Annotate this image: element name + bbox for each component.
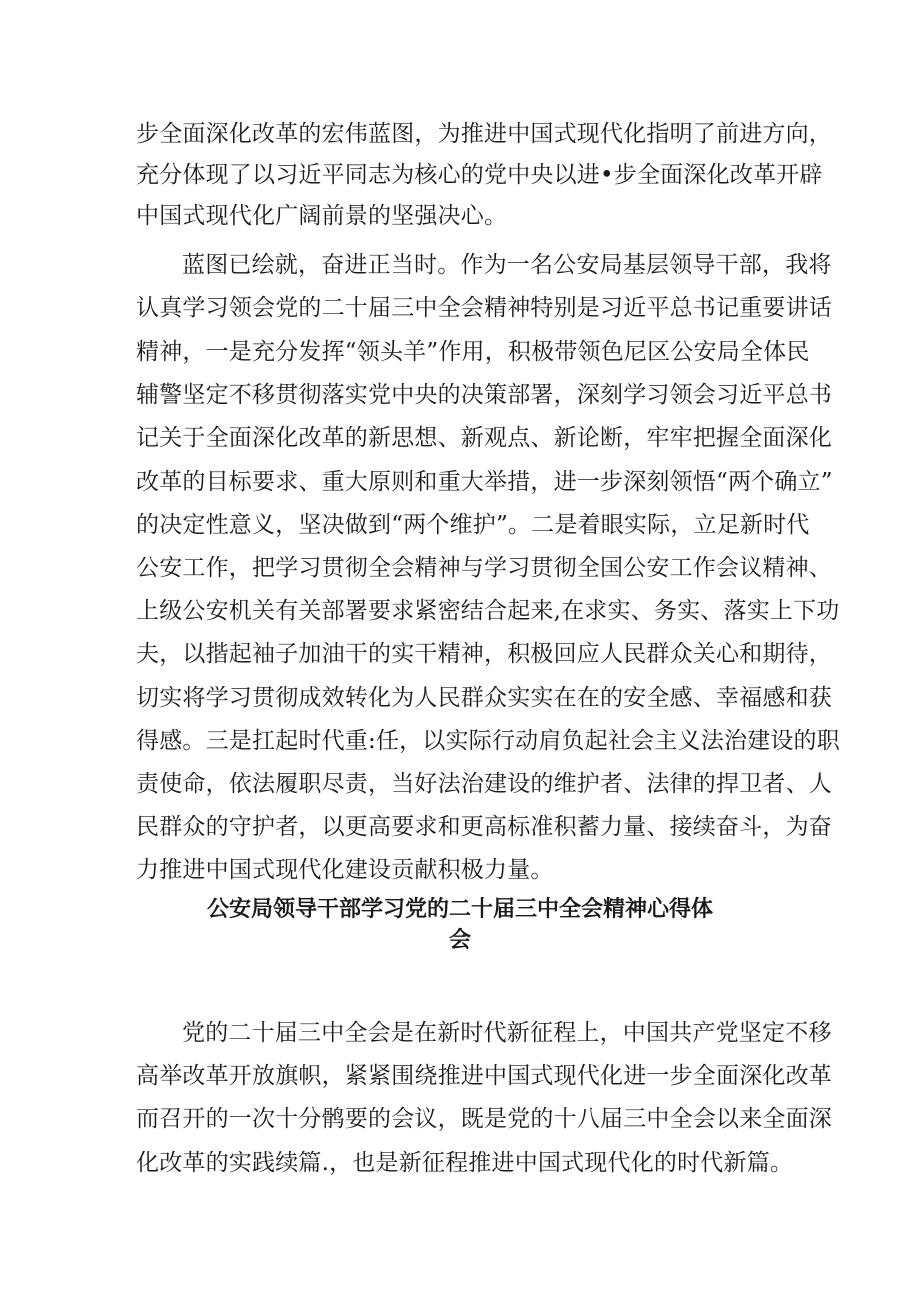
paragraph-line: 的决定性意义，坚决做到“两个维护”。二是着眼实际，立足新时代 <box>136 512 810 538</box>
paragraph-line: 化改革的实践续篇.，也是新征程推进中国式现代化的时代新篇。 <box>136 1150 794 1176</box>
paragraph-line: 精神，一是充分发挥“领头羊”作用，积极带领色尼区公安局全体民 <box>136 339 810 365</box>
paragraph-line: 公安工作，把学习贯彻全会精神与学习贯彻全国公安工作会议精神、 <box>136 555 832 581</box>
paragraph-line: 改革的目标要求、重大原则和重大举措，进一步深刻领悟“两个确立” <box>136 469 833 495</box>
paragraph-line: 夫，以揩起袖子加油干的实干精神，积极回应人民群众关心和期待， <box>136 641 832 667</box>
paragraph-line: 民群众的守护者，以更高要求和更高标准积蓄力量、接续奋斗，为奋 <box>136 814 832 840</box>
document-title-continuation: 会 <box>448 928 471 953</box>
paragraph-line: 记关于全面深化改革的新思想、新观点、新论断，牢牢把握全面深化 <box>136 425 832 451</box>
paragraph-line: 认真学习领会党的二十届三中全会精神特别是习近平总书记重要讲话 <box>136 295 832 321</box>
paragraph-line: 党的二十届三中全会是在新时代新征程上，中国共产党坚定不移 <box>182 1020 832 1046</box>
paragraph-line: 力推进中国式现代化建设贡献积极力量。 <box>136 857 554 883</box>
paragraph-line: 蓝图已绘就，奋进正当时。作为一名公安局基层领导干部，我将 <box>182 252 832 278</box>
paragraph-line: 高举改革开放旗帜，紧紧围绕推进中国式现代化进一步全面深化改革 <box>136 1063 832 1089</box>
paragraph-line: 上级公安机关有关部署要求紧密结合起来,在求实、务实、落实上下功 <box>136 598 840 624</box>
paragraph-line: 充分体现了以习近平同志为核心的党中央以进•步全面深化改革开辟 <box>136 162 823 188</box>
paragraph-line: 得感。三是扛起时代重:任，以实际行动肩负起社会主义法治建设的职 <box>136 728 840 754</box>
paragraph-line: 责使命，依法履职尽责，当好法治建设的维护者、法律的捍卫者、人 <box>136 771 832 797</box>
paragraph-line: 步全面深化改革的宏伟蓝图，为推进中国式现代化指明了前进方向， <box>136 121 832 147</box>
document-title: 公安局领导干部学习党的二十届三中全会精神心得体 <box>206 897 713 922</box>
paragraph-line: 辅警坚定不移贯彻落实党中央的决策部署，深刻学习领会习近平总书 <box>136 382 832 408</box>
paragraph-line: 而召开的一次十分鹘要的会议，既是党的十八届三中全会以来全面深 <box>136 1106 832 1132</box>
paragraph-line: 中国式现代化广阔前景的坚强决心。 <box>136 203 508 229</box>
paragraph-line: 切实将学习贯彻成效转化为人民群众实实在在的安全感、幸福感和获 <box>136 685 832 711</box>
